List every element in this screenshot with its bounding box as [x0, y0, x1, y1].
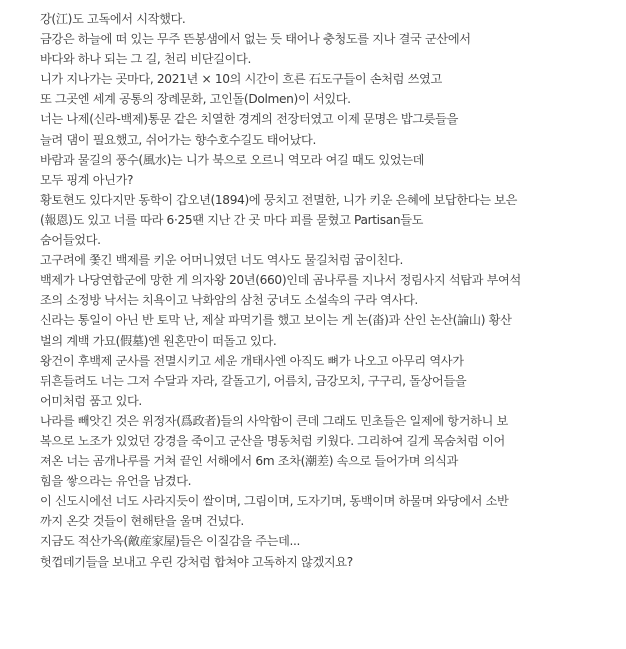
poem-line-11: (報恩)도 있고 너를 따라 6·25땐 지난 간 곳 마다 피를 묻혔고 Partisan들도: [40, 212, 424, 227]
poem-line-10: 황토현도 있다지만 동학이 갑오년(1894)에 뭉치고 전멸한, 니가 키운 은혜에 보답한다는 보은: [40, 192, 517, 207]
poem-line-1: 강(江)도 고독에서 시작했다.: [40, 12, 186, 26]
poem-line-17: 벌의 계백 가묘(假墓)엔 원혼만이 떠돌고 있다.: [40, 333, 277, 348]
poem-line-16: 신라는 통일이 아닌 반 토막 난, 제살 파먹기를 했고 보이는 게 논(畓)과 산인 논산(論山) 황산: [40, 313, 512, 328]
poem-line-6: 너는 나제(신라-백제)통문 같은 치열한 경계의 전장터였고 이제 문명은 밥그릇들을: [40, 112, 459, 127]
poem-line-3: 바다와 하나 되는 그 길, 천리 비단길이다.: [40, 52, 251, 67]
poem-line-23: 져온 너는 곰개나루를 거쳐 끝인 서해에서 6m 조차(潮差) 속으로 들어가며 의식과: [40, 454, 458, 469]
poem-line-15: 조의 소정방 낙서는 치욕이고 낙화암의 삼천 궁녀도 소설속의 구라 역사다.: [40, 293, 418, 308]
poem-line-14: 백제가 나당연합군에 망한 게 의자왕 20년(660)인데 곰나루를 지나서 정림사지 석탑과 부여석: [40, 273, 521, 288]
poem-line-13: 고구려에 쫓긴 백제를 키운 어머니였던 너도 역사도 물길처럼 굽이친다.: [40, 253, 403, 268]
poem-line-4: 니가 지나가는 곳마다, 2021년 × 10의 시간이 흐른 石도구들이 손처럼 쓰였고: [40, 72, 442, 87]
poem-line-9: 모두 핑계 아닌가?: [40, 172, 134, 187]
poem-line-5: 또 그곳엔 세계 공통의 장례문화, 고인돌(Dolmen)이 서있다.: [40, 92, 351, 107]
poem-line-24: 힘을 쌓으라는 유언을 남겼다.: [40, 474, 192, 489]
poem-line-21: 나라를 빼앗긴 것은 위정자(爲政者)들의 사악함이 큰데 그래도 민초들은 일제에 항거하니 보: [40, 413, 508, 428]
poem-text: [40, 9, 620, 572]
poem-line-20: 어미처럼 품고 있다.: [40, 393, 142, 408]
poem-line-26: 까지 온갖 것들이 현해탄을 울며 건넜다.: [40, 514, 244, 529]
poem-line-2: 금강은 하늘에 떠 있는 무주 뜬봉샘에서 없는 듯 태어나 충청도를 지나 결국 군산에서: [40, 32, 471, 47]
poem-line-7: 늘려 댐이 필요했고, 쉬어가는 향수호수길도 태어났다.: [40, 132, 316, 147]
poem-line-22: 복으로 노조가 있었던 강경을 죽이고 군산을 명동처럼 키웠다. 그리하여 길게 목숨처럼 이어: [40, 433, 505, 448]
poem-line-19: 뒤흔들려도 너는 그저 수달과 자라, 갈돌고기, 어름치, 금강모치, 구구리, 돌상어들을: [40, 373, 467, 388]
poem-line-12: 숨어들었다.: [40, 233, 101, 248]
poem-line-28: 헛껍데기들을 보내고 우린 강처럼 합쳐야 고독하지 않겠지요?: [40, 554, 353, 569]
poem-line-27: 지금도 적산가옥(敵産家屋)들은 이질감을 주는데...: [40, 534, 301, 549]
poem-line-8: 바람과 물길의 풍수(風水)는 니가 북으로 오르니 역모라 여길 때도 있었는데: [40, 152, 425, 167]
poem-line-25: 이 신도시에선 너도 사라지듯이 쌀이며, 그림이며, 도자기며, 동백이며 하물며 와당에서 소반: [40, 494, 509, 509]
poem-line-18: 왕건이 후백제 군사를 전멸시키고 세운 개태사엔 아직도 뼈가 나오고 아무리 역사가: [40, 353, 464, 368]
